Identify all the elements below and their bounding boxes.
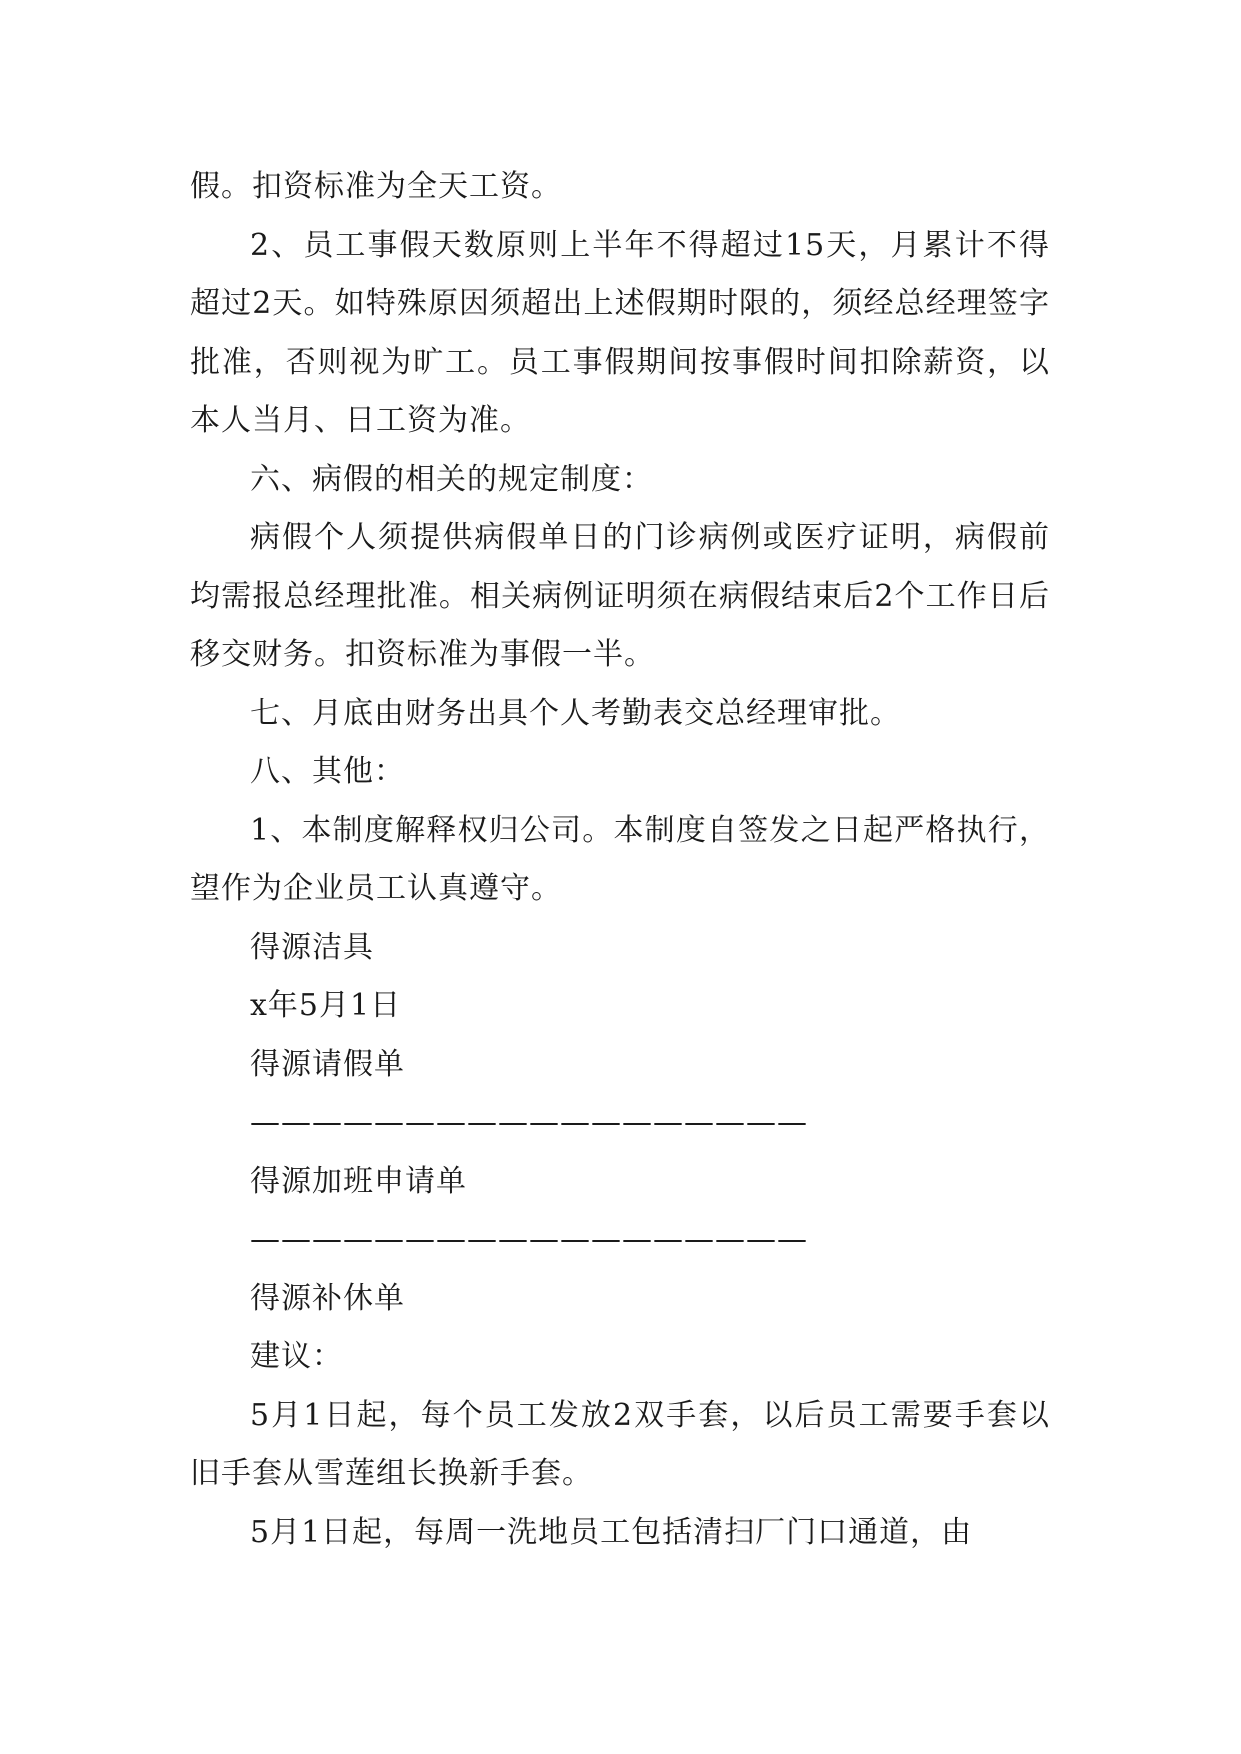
paragraph-floor-cleaning-suggestion: 5月1日起，每周一洗地员工包括清扫厂门口通道，由 — [250, 1514, 973, 1550]
form-title-leave: 得源请假单 — [250, 1046, 405, 1082]
paragraph-personal-leave-rule: 2、员工事假天数原则上半年不得超过15天，月累计不得超过2天。如特殊原因须超出上述假期时限的，须经总经理签字批准，否则视为旷工。员工事假期间按事假时间扣除薪资，以本人当月、日工资为准。 — [190, 227, 1050, 438]
paragraph-gloves-suggestion: 5月1日起，每个员工发放2双手套，以后员工需要手套以旧手套从雪莲组长换新手套。 — [190, 1397, 1050, 1491]
form-title-overtime: 得源加班申请单 — [250, 1163, 467, 1199]
divider-line: —————————————————— — [250, 1105, 808, 1140]
section-heading-suggestions: 建议： — [250, 1339, 343, 1374]
paragraph-sick-leave-deduction-end: 假。扣资标准为全天工资。 — [190, 169, 562, 204]
paragraph-sick-leave-rule: 病假个人须提供病假单日的门诊病例或医疗证明，病假前均需报总经理批准。相关病例证明须在病假结束后2个工作日后移交财务。扣资标准为事假一半。 — [190, 520, 1050, 672]
section-heading-attendance-review: 七、月底由财务出具个人考勤表交总经理审批。 — [250, 695, 901, 731]
section-heading-other: 八、其他： — [250, 754, 405, 789]
paragraph-interpretation-rights: 1、本制度解释权归公司。本制度自签发之日起严格执行，望作为企业员工认真遵守。 — [190, 812, 1050, 906]
company-signature: 得源洁具 — [250, 929, 374, 965]
form-title-compensatory-leave: 得源补休单 — [250, 1280, 405, 1316]
document-body — [190, 158, 1050, 1562]
divider-line: —————————————————— — [250, 1222, 808, 1257]
issue-date: x年5月1日 — [250, 988, 402, 1023]
section-heading-sick-leave: 六、病假的相关的规定制度： — [250, 461, 653, 497]
